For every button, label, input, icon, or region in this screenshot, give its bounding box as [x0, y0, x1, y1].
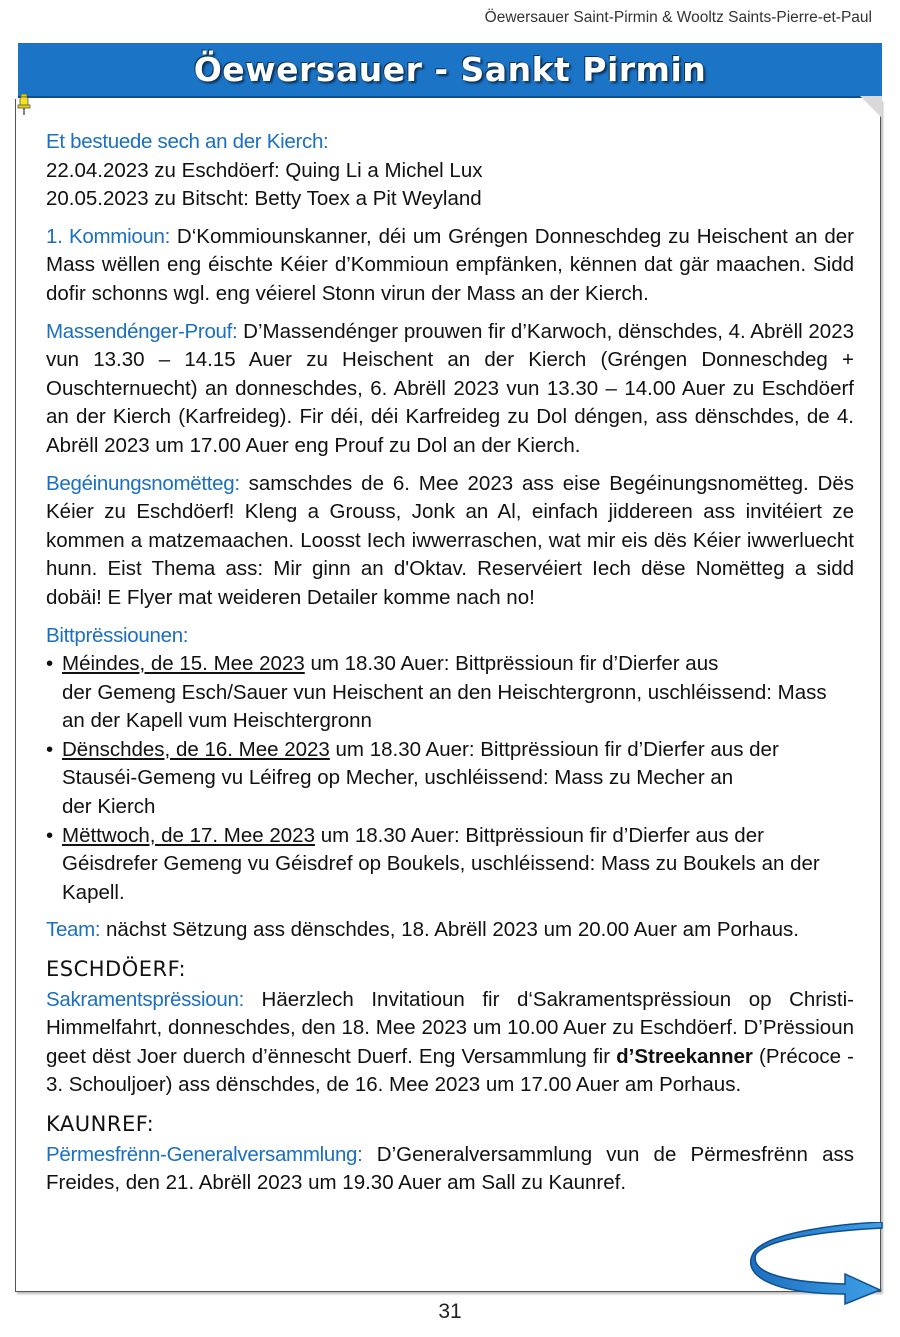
page-title: Öewersauer - Sankt Pirmin	[193, 50, 707, 89]
kaunref-section	[46, 1141, 854, 1198]
procession-line: Géisdrefer Gemeng vu Géisdref op Boukels, uschléissend: Mass zu Boukels an der	[62, 852, 820, 876]
eschdoerf-heading: ESCHDÖERF:	[46, 957, 187, 982]
servers-text: D’Massendénger prouwen fir d’Karwoch, dënschdes, 4. Abrëll 2023 vun 13.30 – 14.15 Auer zu Heischent an der Kierch (Gréngen Donneschdeg + Ouschternuecht) an donneschdes, 6. Abrëll 2023 vun 13.30 – 14.00 Auer zu Eschdöerf an der Kierch (Karfreideg). Fir déi, déi Karfreideg zu Dol déngen, ass dënschdes, de 4. Abrëll 2023 um 17.00 Auer eng Prouf zu Dol an der Kierch.	[46, 319, 854, 457]
processions-label: Bittprëssiounen:	[46, 623, 189, 647]
servers-section	[46, 318, 854, 461]
procession-date: Dënschdes, de 16. Mee 2023	[62, 737, 330, 761]
afternoon-label: Begéinungsnomëtteg:	[46, 471, 240, 495]
page-number: 31	[438, 1300, 462, 1323]
assembly-text: D’Generalversammlung vun de Përmesfrënn ass Freides, den 21. Abrëll 2023 um 19.30 Auer am Sall zu Kaunref.	[46, 1142, 854, 1195]
title-banner	[18, 43, 882, 98]
procession-line: um 18.30 Auer: Bittprëssioun fir d’Dierfer aus der	[329, 737, 779, 761]
procession-line: Stauséi-Gemeng vu Léifreg op Mecher, uschléissend: Mass zu Mecher an	[62, 766, 734, 790]
procession-line: der Kierch	[62, 795, 156, 819]
procession-text: Häerzlech Invitatioun fir d‘Sakramentsprëssioun op Christi-Himmelfahrt, donneschdes, den 18. Mee 2023 um 10.00 Auer zu Eschdöerf. D’Prëssioun geet dëst Joer duerch d’ënnescht Duerf. Eng Versammlung fir	[46, 987, 854, 1068]
procession-line: um 18.30 Auer: Bittprëssioun fir d’Dierfer aus	[304, 652, 719, 676]
page-fold-corner	[860, 96, 882, 118]
procession-line: um 18.30 Auer: Bittprëssioun fir d’Dierfer aus der	[315, 823, 764, 847]
procession-text-2: (Précoce - 3. Schouljoer) ass dënschdes, de 16. Mee 2023 um 17.00 Auer am Porhaus.	[46, 1044, 854, 1097]
list-item	[46, 650, 854, 736]
wedding-entry: 20.05.2023 zu Bitscht: Betty Toex a Pit Weyland	[46, 187, 482, 211]
procession-line: an der Kapell vum Heischtergronn	[62, 709, 372, 733]
procession-line: Kapell.	[62, 880, 125, 904]
procession-label: Sakramentsprëssioun:	[46, 987, 244, 1011]
procession-date: Mëttwoch, de 17. Mee 2023	[62, 823, 315, 847]
communion-section	[46, 223, 854, 309]
team-label: Team:	[46, 918, 101, 942]
pushpin-icon	[17, 94, 31, 121]
curl-arrow-icon[interactable]	[750, 1222, 885, 1312]
list-item	[46, 822, 854, 908]
bullet: •	[46, 737, 54, 761]
eschdoerf-section	[46, 986, 854, 1100]
assembly-label: Përmesfrënn-Generalversammlung:	[46, 1142, 363, 1166]
streekanner-bold: d’Streekanner	[616, 1044, 753, 1068]
team-section	[46, 916, 854, 945]
communion-label: 1. Kommioun:	[46, 224, 171, 248]
servers-label: Massendénger-Prouf:	[46, 319, 238, 343]
procession-line: der Gemeng Esch/Sauer vun Heischent an den Heischtergronn, uschléissend: Mass	[62, 680, 827, 704]
afternoon-text: samschdes de 6. Mee 2023 ass eise Begéinungsnomëtteg. Dës Kéier zu Eschdöerf! Kleng a Grouss, Jonk an Al, einfach jiddereen ass invitéiert ze kommen a matzemaachen. Loosst Iech iwwerraschen, wat mir eis dës Kéier iwwerluecht hunn. Eist Thema ass: Mir ginn an d'Oktav. Reservéiert Iech dëse Nomëtteg a sidd dobäi! E Flyer mat weideren Detailer komme nach no!	[46, 471, 854, 609]
running-header: Öewersauer Saint-Pirmin & Wooltz Saints-Pierre-et-Paul	[484, 9, 872, 26]
communion-text: D‘Kommiounskanner, déi um Gréngen Donneschdeg zu Heischent an der Mass wëllen eng éischte Kéier d’Kommioun empfänken, kënnen dat gär maachen. Sidd dofir schonns wgl. eng véierel Stonn virun der Mass an der Kierch.	[46, 224, 855, 305]
wedding-entry: 22.04.2023 zu Eschdöerf: Quing Li a Michel Lux	[46, 158, 483, 182]
afternoon-section	[46, 470, 854, 613]
bullet: •	[46, 823, 54, 847]
weddings-label: Et bestuede sech an der Kierch:	[46, 130, 329, 153]
processions-list	[46, 650, 854, 907]
list-item	[46, 736, 854, 822]
kaunref-heading: KAUNREF:	[46, 1112, 155, 1136]
bullet: •	[46, 652, 54, 676]
article-body	[46, 128, 854, 1198]
team-text: nächst Sëtzung ass dënschdes, 18. Abrëll 2023 um 20.00 Auer am Porhaus.	[100, 918, 799, 942]
processions-section	[46, 622, 854, 908]
procession-date: Méindes, de 15. Mee 2023	[62, 652, 305, 676]
weddings-section	[46, 128, 854, 214]
